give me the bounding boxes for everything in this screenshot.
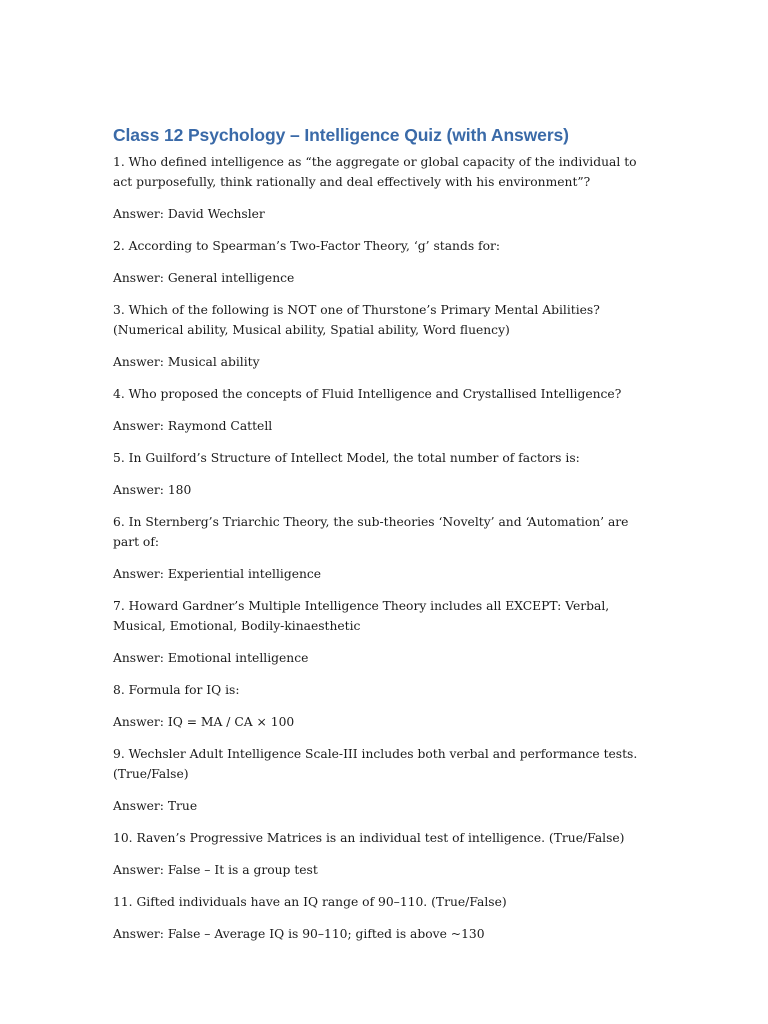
answer-6: Answer: Experiential intelligence xyxy=(113,567,322,581)
answer-9: Answer: True xyxy=(113,799,198,813)
question-8: 8. Formula for IQ is: xyxy=(113,683,240,697)
document-title: Class 12 Psychology – Intelligence Quiz (with Answers) xyxy=(113,125,569,145)
question-7: 7. Howard Gardner’s Multiple Intelligence Theory includes all EXCEPT: Verbal, Musical, Emotional, Bodily-kinaesthetic xyxy=(113,599,610,633)
question-10: 10. Raven’s Progressive Matrices is an individual test of intelligence. (True/False) xyxy=(113,831,625,845)
question-3: 3. Which of the following is NOT one of Thurstone’s Primary Mental Abilities? (Numerical ability, Musical ability, Spatial ability, Word fluency) xyxy=(113,303,600,337)
question-5: 5. In Guilford’s Structure of Intellect Model, the total number of factors is: xyxy=(113,451,580,465)
answer-4: Answer: Raymond Cattell xyxy=(113,419,273,433)
answer-5: Answer: 180 xyxy=(113,483,192,497)
answer-8: Answer: IQ = MA / CA × 100 xyxy=(113,715,295,729)
question-11: 11. Gifted individuals have an IQ range of 90–110. (True/False) xyxy=(113,895,507,909)
question-6: 6. In Sternberg’s Triarchic Theory, the sub-theories ‘Novelty’ and ‘Automation’ are part of: xyxy=(113,515,629,549)
answer-11: Answer: False – Average IQ is 90–110; gifted is above ~130 xyxy=(113,927,485,941)
question-9: 9. Wechsler Adult Intelligence Scale-III includes both verbal and performance tests. (True/False) xyxy=(113,747,638,781)
document-body xyxy=(113,124,658,956)
answer-10: Answer: False – It is a group test xyxy=(113,863,318,877)
answer-7: Answer: Emotional intelligence xyxy=(113,651,309,665)
answer-2: Answer: General intelligence xyxy=(113,271,295,285)
answer-3: Answer: Musical ability xyxy=(113,355,260,369)
question-2: 2. According to Spearman’s Two-Factor Theory, ‘g’ stands for: xyxy=(113,239,501,253)
answer-1: Answer: David Wechsler xyxy=(113,207,265,221)
question-4: 4. Who proposed the concepts of Fluid Intelligence and Crystallised Intelligence? xyxy=(113,387,622,401)
question-1: 1. Who defined intelligence as “the aggregate or global capacity of the individual to act purposefully, think rationally and deal effectively with his environment”? xyxy=(113,155,637,189)
